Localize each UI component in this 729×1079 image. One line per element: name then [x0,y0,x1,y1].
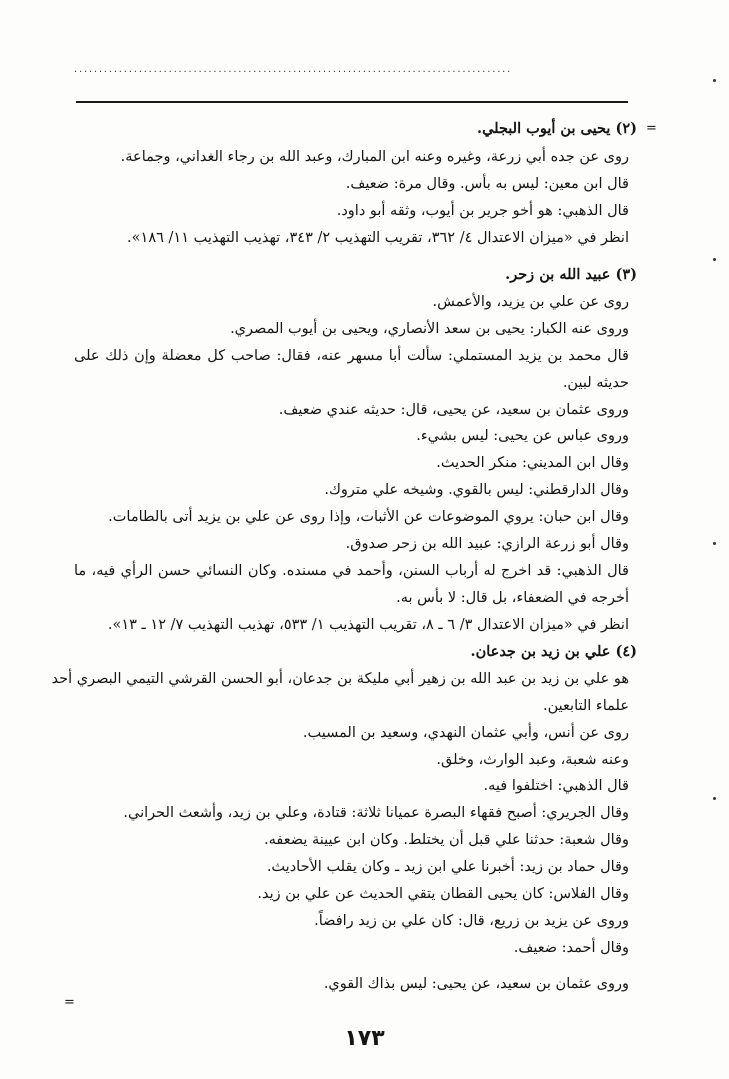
text-line: وروى عباس عن يحيى: ليس بشيء. [416,428,629,444]
text-line: وروى عنه الكبار: يحيى بن سعد الأنصاري، ويحيى بن أيوب المصري. [230,321,629,337]
text-line: هو علي بن زيد بن عبد الله بن زهير أبي مليكة بن جدعان، أبو الحسن القرشي التيمي البصري أحد [51,671,629,687]
text-line: روى عن علي بن يزيد، والأعمش. [432,294,629,310]
text-line: وقال أبو زرعة الرازي: عبيد الله بن زحر صدوق. [345,536,629,552]
text-line: قال محمد بن يزيد المستملي: سألت أبا مسهر عنه، فقال: صاحب كل معضلة وإن ذلك على [74,348,629,364]
text-line: روى عن جده أبي زرعة، وغيره وعنه ابن المبارك، وعبد الله بن رجاء الغداني، وجماعة. [120,149,629,165]
text-line: وروى عثمان بن سعيد، عن يحيى: ليس بذاك القوي. [323,976,629,992]
footnote-rule [76,101,628,103]
text-line: وروى عثمان بن سعيد، عن يحيى، قال: حديثه عندي ضعيف. [278,402,629,418]
page-number: ١٧٣ [344,1026,385,1051]
margin-dot [713,258,716,261]
text-line: وقال الدارقطني: ليس بالقوي. وشيخه علي متروك. [324,482,629,498]
footnote-heading-4: (٤) علي بن زيد بن جدعان. [470,643,637,660]
reference-line: انظر في «ميزان الاعتدال ٤/ ٣٦٢، تقريب التهذيب ٢/ ٣٤٣، تهذيب التهذيب ١١/ ١٨٦». [127,230,629,246]
text-line: أخرجه في الضعفاء، بل قال: لا بأس به. [396,590,629,606]
equals-mark-bottom: = [64,995,75,1010]
equals-mark-top: = [646,121,657,136]
text-line: وقال الجريري: أصبح فقهاء البصرة عميانا ثلاثة: قتادة، وعلي بن زيد، وأشعث الحراني. [123,805,629,821]
text-line: حديثه لبين. [562,375,629,391]
dotted-separator: ........................................................................................ [74,64,513,75]
text-line: وقال أحمد: ضعيف. [513,940,629,956]
text-line: وقال شعبة: حدثنا علي قبل أن يختلط. وكان ابن عيينة يضعفه. [264,832,629,848]
margin-dot [713,797,716,800]
text-line: قال الذهبي: اختلفوا فيه. [483,778,629,794]
footnote-heading-2: (٢) يحيى بن أيوب البجلي. [477,120,637,137]
text-line: علماء التابعين. [543,698,629,714]
text-line: وقال الفلاس: كان يحيى القطان يتقي الحديث عن علي بن زيد. [257,886,629,902]
reference-line: انظر في «ميزان الاعتدال ٣/ ٦ ـ ٨، تقريب التهذيب ١/ ٥٣٣، تهذيب التهذيب ٧/ ١٢ ـ ١٣». [107,617,629,633]
margin-dot [713,542,716,545]
text-line: وقال حماد بن زيد: أخبرنا علي ابن زيد ـ وكان يقلب الأحاديث. [266,859,629,875]
text-line: وقال ابن المديني: منكر الحديث. [436,455,629,471]
margin-dot [713,79,716,82]
text-line: روى عن أنس، وأبي عثمان النهدي، وسعيد بن المسيب. [302,725,629,741]
footnotes-body [51,117,651,1022]
text-line: وروى عن يزيد بن زريع، قال: كان علي بن زيد رافضاً. [314,913,629,929]
footnote-heading-3: (٣) عبيد الله بن زحر. [505,266,637,283]
text-line: قال الذهبي: قد اخرج له أرباب السنن، وأحمد في مسنده. وكان النسائي حسن الرأي فيه، ما [74,563,629,579]
text-line: وعنه شعبة، وعبد الوارث، وخلق. [436,752,629,768]
text-line: قال ابن معين: ليس به بأس. وقال مرة: ضعيف. [345,176,629,192]
text-line: وقال ابن حبان: يروي الموضوعات عن الأثبات، وإذا روى عن علي بن يزيد أتى بالطامات. [108,509,629,525]
text-line: قال الذهبي: هو أخو جرير بن أيوب، وثقه أبو داود. [336,203,629,219]
